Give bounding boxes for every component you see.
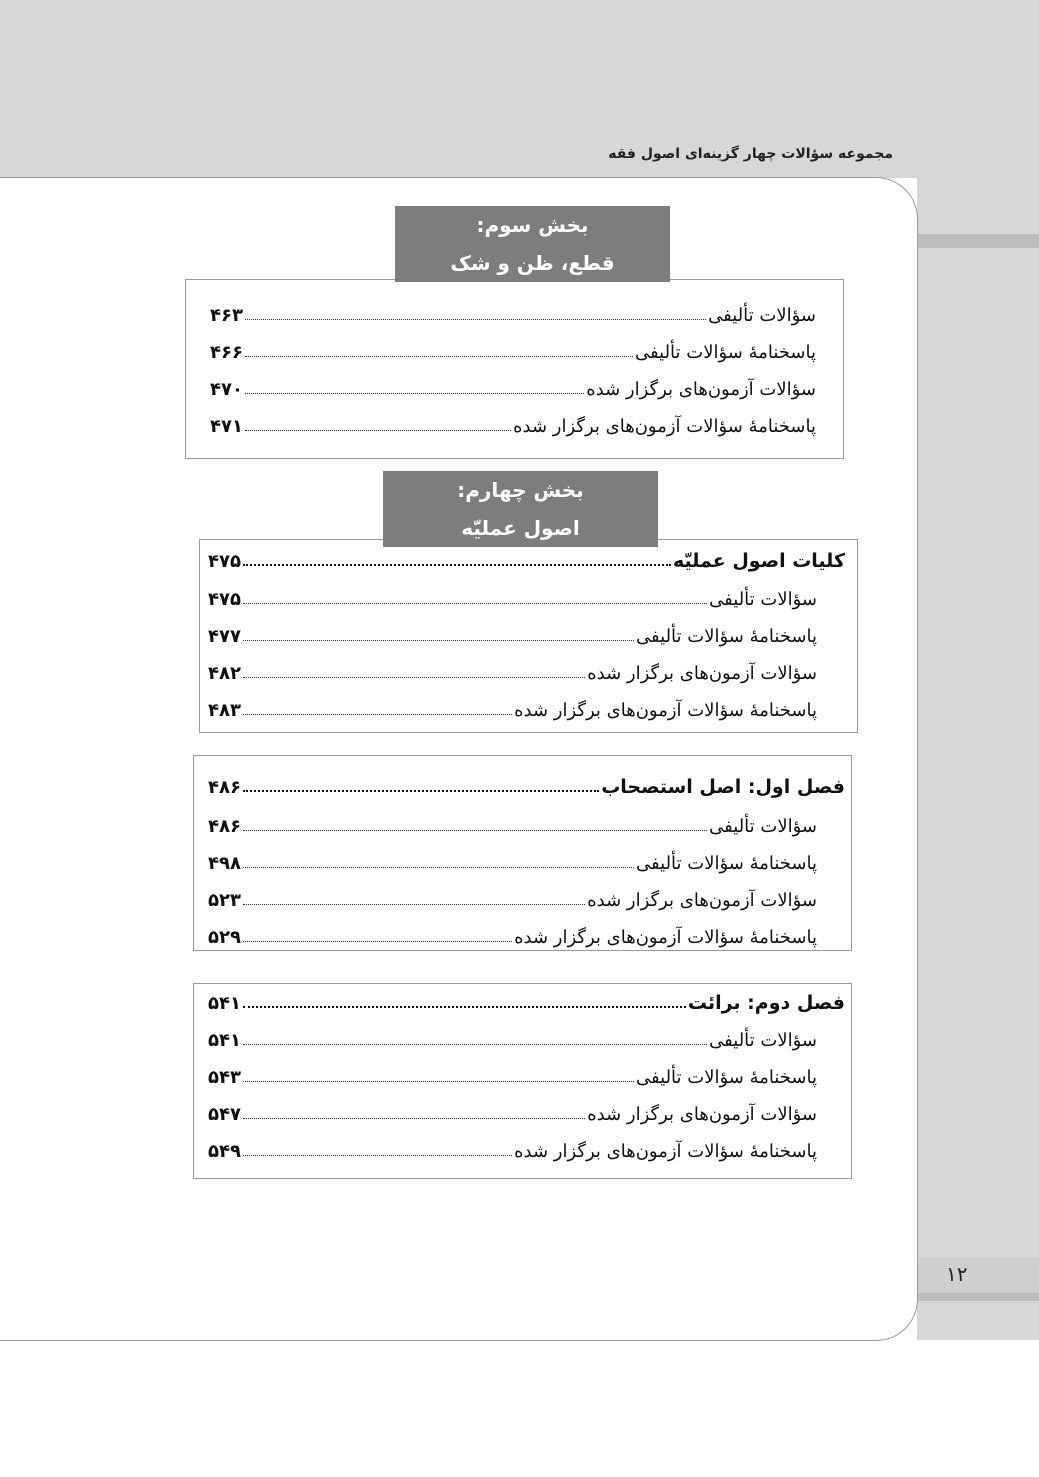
toc-entry-page: ۵۴۱: [208, 1030, 241, 1051]
section4-title: بخش چهارم:: [457, 478, 584, 502]
toc-entry[interactable]: [186, 370, 843, 400]
toc-entry[interactable]: [194, 1058, 851, 1088]
dot-leader: [245, 319, 706, 320]
section3-subtitle: قطع، ظن و شک: [450, 251, 615, 275]
chapter-heading-title: کلیات اصول عملیّه: [672, 550, 845, 572]
toc-entry-page: ۴۶۶: [210, 342, 243, 363]
toc-entry-title: پاسخنامهٔ سؤالات آزمون‌های برگزار شده: [514, 700, 817, 721]
toc-entry[interactable]: [194, 881, 851, 911]
toc-entry[interactable]: [194, 918, 851, 948]
section4-subtitle: اصول عملیّه: [461, 516, 580, 540]
chapter-heading-title: فصل دوم: برائت: [687, 992, 845, 1014]
toc-entry[interactable]: [200, 691, 857, 721]
dot-leader: [243, 904, 585, 905]
toc-entry-page: ۴۸۶: [208, 816, 241, 837]
toc-entry[interactable]: [200, 654, 857, 684]
toc-entry-title: سؤالات تألیفی: [709, 589, 817, 610]
chapter1-toc-box: [193, 755, 852, 951]
dot-leader: [243, 1155, 512, 1156]
toc-entry-title: سؤالات آزمون‌های برگزار شده: [587, 1104, 817, 1125]
chapter-heading-page: ۴۸۶: [208, 777, 241, 798]
toc-entry-page: ۵۴۳: [208, 1067, 241, 1088]
toc-entry-title: سؤالات آزمون‌های برگزار شده: [587, 663, 817, 684]
page-number-strip: [917, 1257, 1039, 1293]
side-band: [917, 178, 1039, 1340]
dot-leader: [245, 393, 584, 394]
toc-entry[interactable]: [194, 1021, 851, 1051]
toc-entry-title: پاسخنامهٔ سؤالات آزمون‌های برگزار شده: [514, 927, 817, 948]
toc-entry[interactable]: [186, 296, 843, 326]
dot-leader: [243, 677, 585, 678]
dot-leader: [243, 830, 707, 831]
chapter-heading-page: ۵۴۱: [208, 993, 241, 1014]
dot-leader: [243, 941, 512, 942]
dot-leader: [245, 356, 633, 357]
dot-leader: [245, 430, 511, 431]
toc-entry-title: پاسخنامهٔ سؤالات تألیفی: [636, 626, 817, 647]
toc-entry-page: ۵۴۹: [208, 1141, 241, 1162]
toc-entry[interactable]: [194, 807, 851, 837]
toc-entry-page: ۵۴۷: [208, 1104, 241, 1125]
chapter-general-toc-box: [199, 539, 858, 733]
chapter-heading-title: فصل اول: اصل استصحاب: [601, 776, 845, 798]
toc-entry[interactable]: [200, 580, 857, 610]
toc-entry[interactable]: [194, 844, 851, 874]
toc-entry-page: ۵۲۳: [208, 890, 241, 911]
toc-entry-page: ۴۷۰: [210, 379, 243, 400]
toc-entry-title: سؤالات تألیفی: [708, 305, 816, 326]
dot-leader: [243, 1006, 686, 1008]
chapter-heading[interactable]: [194, 768, 851, 798]
toc-entry-title: پاسخنامهٔ سؤالات تألیفی: [635, 342, 816, 363]
toc-entry-title: سؤالات تألیفی: [709, 816, 817, 837]
toc-entry[interactable]: [200, 617, 857, 647]
toc-entry-title: پاسخنامهٔ سؤالات آزمون‌های برگزار شده: [514, 1141, 817, 1162]
chapter2-toc-box: [193, 983, 852, 1179]
toc-entry-page: ۴۹۸: [208, 853, 241, 874]
chapter-heading[interactable]: [194, 984, 851, 1014]
chapter-heading-page: ۴۷۵: [208, 551, 241, 572]
toc-entry-page: ۴۷۵: [208, 589, 241, 610]
dot-leader: [243, 640, 634, 641]
side-tab-mark-bottom: [917, 1293, 1039, 1301]
toc-entry-page: ۴۸۲: [208, 663, 241, 684]
dot-leader: [243, 603, 707, 604]
dot-leader: [243, 790, 599, 792]
dot-leader: [243, 867, 634, 868]
dot-leader: [243, 1118, 585, 1119]
dot-leader: [243, 1044, 707, 1045]
page-number: ۱۲: [946, 1262, 968, 1286]
toc-entry-title: سؤالات آزمون‌های برگزار شده: [586, 379, 816, 400]
toc-entry-title: سؤالات آزمون‌های برگزار شده: [587, 890, 817, 911]
toc-entry[interactable]: [194, 1132, 851, 1162]
toc-entry-title: سؤالات تألیفی: [709, 1030, 817, 1051]
toc-entry-page: ۴۷۱: [210, 416, 243, 437]
toc-entry-page: ۴۶۳: [210, 305, 243, 326]
toc-entry-title: پاسخنامهٔ سؤالات تألیفی: [636, 1067, 817, 1088]
dot-leader: [243, 564, 671, 566]
running-head: مجموعه سؤالات چهار گزینه‌ای اصول فقه: [608, 146, 893, 162]
dot-leader: [243, 1081, 634, 1082]
toc-entry-title: پاسخنامهٔ سؤالات تألیفی: [636, 853, 817, 874]
toc-entry[interactable]: [194, 1095, 851, 1125]
toc-entry[interactable]: [186, 407, 843, 437]
toc-entry-page: ۴۸۳: [208, 700, 241, 721]
section4-header: [383, 471, 658, 547]
toc-entry[interactable]: [186, 333, 843, 363]
side-tab-mark: [917, 234, 1039, 248]
section3-header: [395, 206, 670, 282]
toc-entry-title: پاسخنامهٔ سؤالات آزمون‌های برگزار شده: [513, 416, 816, 437]
section3-toc-box: [185, 279, 844, 459]
toc-entry-page: ۴۷۷: [208, 626, 241, 647]
section3-title: بخش سوم:: [476, 213, 589, 237]
dot-leader: [243, 714, 512, 715]
toc-entry-page: ۵۲۹: [208, 927, 241, 948]
